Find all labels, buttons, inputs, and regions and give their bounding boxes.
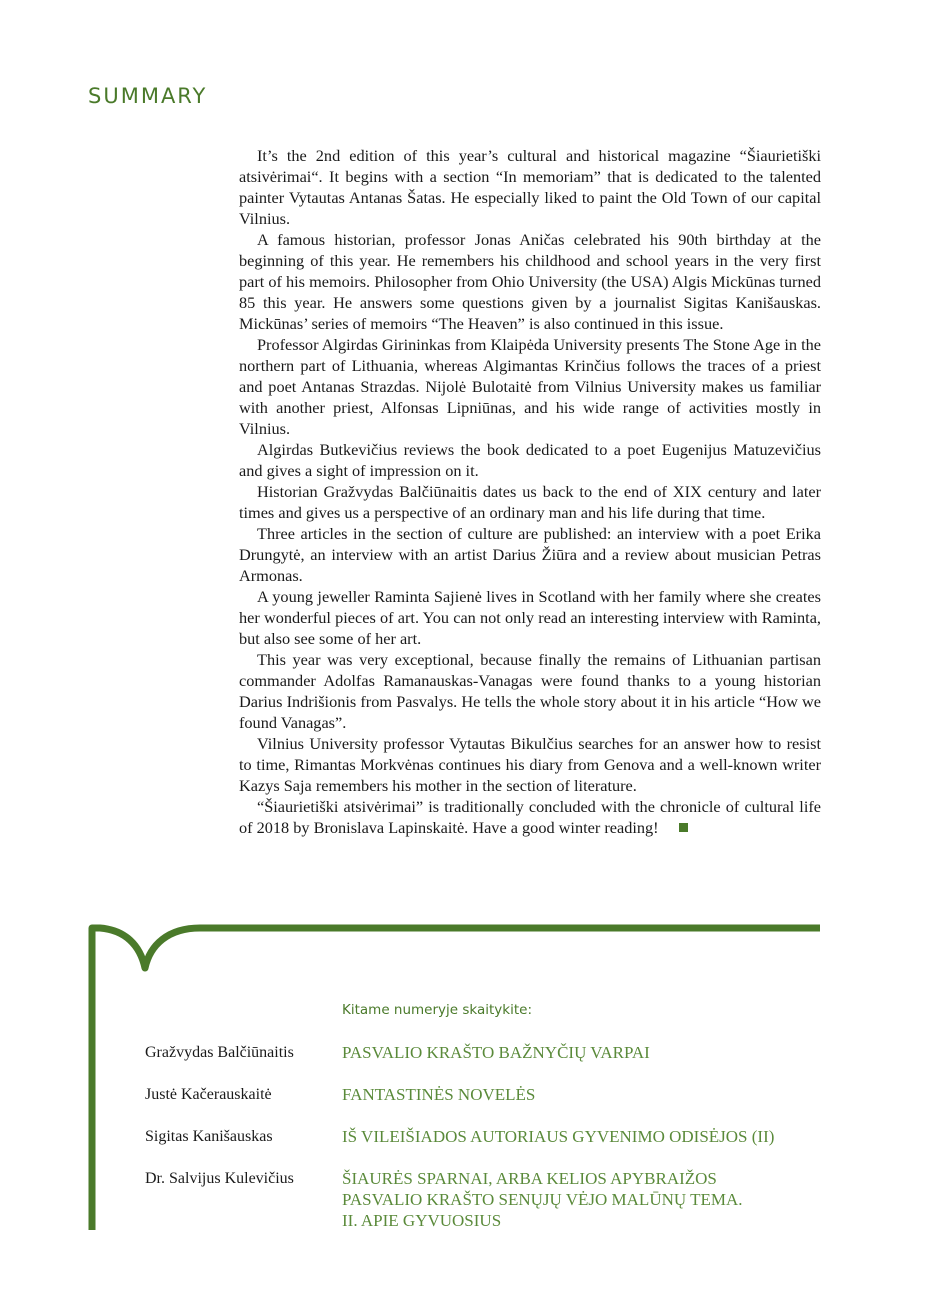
next-issue-item (145, 1126, 845, 1147)
author: Dr. Salvijus Kulevičius (145, 1170, 294, 1187)
next-issue-label: Kitame numeryje skaitykite: (342, 1002, 533, 1018)
author: Gražvydas Balčiūnaitis (145, 1044, 294, 1061)
article-title: PASVALIO KRAŠTO BAŽNYČIŲ VARPAI (342, 1043, 650, 1062)
article-title: FANTASTINĖS NOVELĖS (342, 1085, 536, 1104)
article-title: IŠ VILEIŠIADOS AUTORIAUS GYVENIMO ODISĖJOS (II) (342, 1127, 775, 1146)
next-issue-item (145, 1084, 845, 1105)
paragraph: Professor Algirdas Girininkas from Klaipėda University presents The Stone Age in the northern part of Lithuania, whereas Algimantas Krinčius follows the traces of a priest and poet Antanas Strazdas. Nijolė Bulotaitė from Vilnius University makes us familiar with another priest, Alfonsas Lipniūnas, and his wide range of activities mostly in Vilnius. (239, 335, 821, 438)
paragraph: It’s the 2nd edition of this year’s cultural and historical magazine “Šiaurietiški atsivėrimai“. It begins with a section “In memoriam” that is dedicated to the talented painter Vytautas Antanas Šatas. He especially liked to paint the Old Town of our capital Vilnius. (239, 146, 821, 228)
paragraph: Three articles in the section of culture are published: an interview with a poet Erika Drungytė, an interview with an artist Darius Žiūra and a review about musician Petras Armonas. (239, 524, 821, 585)
paragraph: A young jeweller Raminta Sajienė lives in Scotland with her family where she creates her wonderful pieces of art. You can not only read an interesting interview with Raminta, but also see some of her art. (239, 587, 821, 648)
paragraph: Vilnius University professor Vytautas Bikulčius searches for an answer how to resist to time, Rimantas Morkvėnas continues his diary from Genova and a well-known writer Kazys Saja remembers his mother in the section of literature. (239, 734, 821, 795)
paragraph: A famous historian, professor Jonas Aničas celebrated his 90th birthday at the beginning of this year. He remembers his childhood and school years in the very first part of his memoirs. Philosopher from Ohio University (the USA) Algis Mickūnas turned 85 this year. He answers some questions given by a journalist Sigitas Kanišauskas. Mickūnas’ series of memoirs “The Heaven” is also continued in this issue. (239, 230, 821, 333)
author: Sigitas Kanišauskas (145, 1128, 273, 1145)
paragraph: Algirdas Butkevičius reviews the book dedicated to a poet Eugenijus Matuzevičius and gives a sight of impression on it. (239, 440, 821, 480)
paragraph-text: “Šiaurietiški atsivėrimai” is traditionally concluded with the chronicle of cultural life of 2018 by Bronislava Lapinskaitė. Have a good winter reading! (239, 797, 821, 837)
next-issue-item (145, 1042, 845, 1063)
next-issue-item (145, 1168, 845, 1231)
author: Justė Kačerauskaitė (145, 1086, 272, 1103)
paragraph: This year was very exceptional, because finally the remains of Lithuanian partisan commander Adolfas Ramanauskas-Vanagas were found thanks to a young historian Darius Indrišionis from Pasvalys. He tells the whole story about it in his article “How we found Vanagas”. (239, 650, 821, 732)
paragraph: Historian Gražvydas Balčiūnaitis dates us back to the end of XIX century and later times and gives us a perspective of an ordinary man and his life during that time. (239, 482, 821, 522)
section-title: SUMMARY (88, 84, 208, 109)
article-title: ŠIAURĖS SPARNAI, ARBA KELIOS APYBRAIŽOS PASVALIO KRAŠTO SENŲJŲ VĖJO MALŪNŲ TEMA. II. APIE GYVUOSIUS (342, 1169, 743, 1230)
